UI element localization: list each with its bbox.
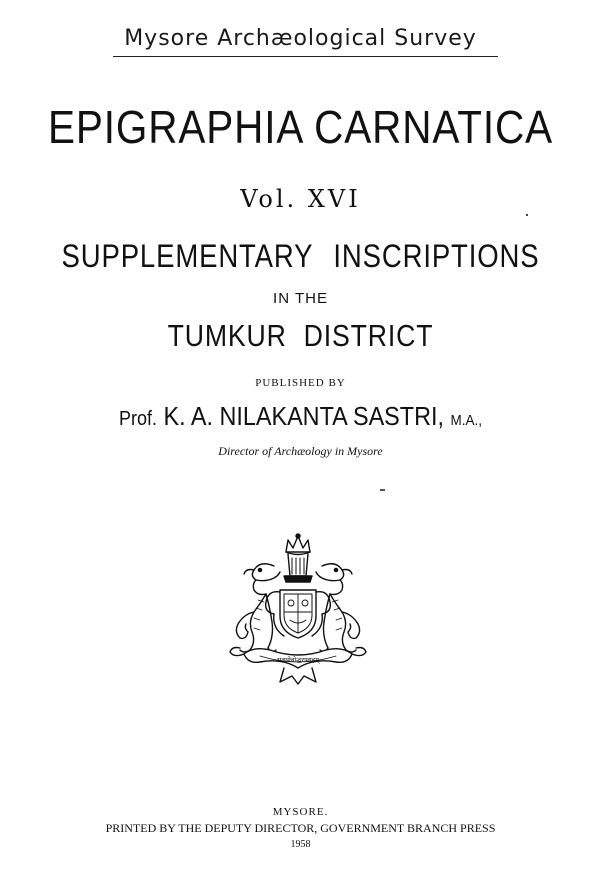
imprint-printer: PRINTED BY THE DEPUTY DIRECTOR, GOVERNMENT BRANCH PRESS: [105, 821, 496, 835]
imprint-city: MYSORE.: [272, 806, 329, 818]
author-line: [30, 401, 571, 432]
print-speck: [526, 214, 528, 216]
author-degree: M.A.,: [450, 412, 483, 429]
print-speck-2: [380, 489, 385, 491]
imprint-year: 1958: [290, 839, 311, 850]
emblem-motto: सत्यमेवोद्धराम्यहम्: [277, 656, 319, 664]
published-by-label: PUBLISHED BY: [255, 377, 346, 389]
series-header: Mysore Archæological Survey: [124, 26, 477, 51]
mysore-coat-of-arms-icon: [214, 532, 382, 692]
volume-number: Vol. XVI: [240, 185, 361, 213]
author-role: Director of Archæology in Mysore: [218, 444, 383, 458]
header-underline: [113, 56, 498, 57]
author-name: K. A. NILAKANTA SASTRI,: [163, 401, 444, 431]
in-the-label: IN THE: [273, 290, 328, 307]
book-title: EPIGRAPHIA CARNATICA: [48, 101, 553, 153]
book-subtitle: SUPPLEMENTARY INSCRIPTIONS: [61, 238, 540, 274]
district-name: TUMKUR DISTRICT: [167, 318, 434, 353]
author-prefix: Prof.: [118, 408, 158, 430]
